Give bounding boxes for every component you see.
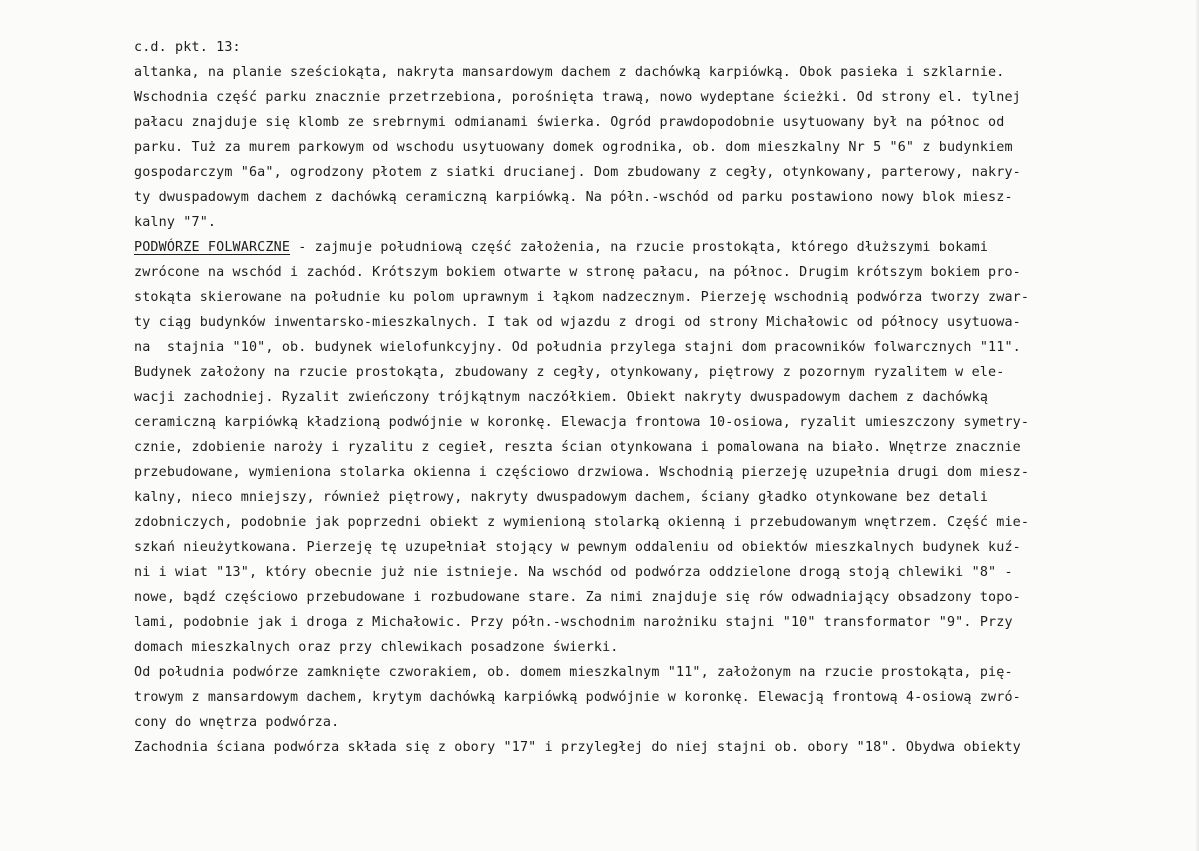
text-line-19: zdobniczych, podobnie jak poprzedni obiekt z wymienioną stolarką okienną i przebudowanym wnętrzem. Część mie- [134, 515, 1030, 530]
text-line-16: cznie, zdobienie naroży i ryzalitu z cegieł, reszta ścian otynkowana i pomalowana na biało. Wnętrze znacznie [134, 440, 1021, 455]
text-line-20: szkań nieużytkowana. Pierzeję tę uzupełniał stojący w pewnym oddaleniu od obiektów mieszkalnych budynek kuź- [134, 540, 1021, 555]
text-line-4: parku. Tuż za murem parkowym od wschodu usytuowany domek ogrodnika, ob. dom mieszkalny Nr 5 "6" z budynkiem [134, 140, 1013, 155]
text-line-17: przebudowane, wymieniona stolarka okienna i częściowo drzwiowa. Wschodnią pierzeję uzupełnia drugi dom miesz- [134, 465, 1030, 480]
text-line-12: na stajnia "10", ob. budynek wielofunkcyjny. Od południa przylega stajni dom pracowników folwarcznych "11". [134, 340, 1021, 355]
text-line-9: zwrócone na wschód i zachód. Krótszym bokiem otwarte w stronę pałacu, na północ. Drugim krótszym bokiem pro- [134, 265, 1021, 280]
text-line-15: ceramiczną karpiówką kładzioną podwójnie w koronkę. Elewacja frontowa 10-osiowa, ryzalit umieszczony symetry- [134, 415, 1030, 430]
text-line-14: wacji zachodniej. Ryzalit zwieńczony trójkątnym naczółkiem. Obiekt nakryty dwuspadowym dachem z dachówką [134, 390, 989, 405]
section-heading: PODWÓRZE FOLWARCZNE [134, 240, 291, 255]
text-line-1: altanka, na planie sześciokąta, nakryta mansardowym dachem z dachówką karpiówką. Obok pasieka i szklarnie. [134, 65, 1005, 80]
section-line-rest: - zajmuje południową część założenia, na rzucie prostokąta, którego dłuższymi bokami [290, 240, 989, 255]
page-edge-shadow [1195, 0, 1199, 851]
text-line-28: Zachodnia ściana podwórza składa się z obory "17" i przyległej do niej stajni ob. obory "18". Obydwa obiekty [134, 740, 1021, 755]
text-line-10: stokąta skierowane na południe ku polom uprawnym i łąkom nadzecznym. Pierzeję wschodnią podwórza tworzy zwar- [134, 290, 1030, 305]
text-line-3: pałacu znajduje się klomb ze srebrnymi odmianami świerka. Ogród prawdopodobnie usytuowany był na północ od [134, 115, 1005, 130]
continuation-heading: c.d. pkt. 13: [134, 40, 241, 55]
text-line-23: lami, podobnie jak i droga z Michałowic. Przy półn.-wschodnim narożniku stajni "10" transformator "9". Przy [134, 615, 1013, 630]
text-line-24: domach mieszkalnych oraz przy chlewikach posadzone świerki. [134, 640, 619, 655]
text-line-5: gospodarczym "6a", ogrodzony płotem z siatki drucianej. Dom zbudowany z cegły, otynkowany, parterowy, nakry- [134, 165, 1021, 180]
text-line-2: Wschodnia część parku znacznie przetrzebiona, porośnięta trawą, nowo wydeptane ścieżki. Od strony el. tylnej [134, 90, 1021, 105]
text-line-27: cony do wnętrza podwórza. [134, 715, 340, 730]
text-line-7: kalny "7". [134, 215, 217, 230]
text-line-26: trowym z mansardowym dachem, krytym dachówką karpiówką podwójnie w koronkę. Elewacją frontową 4-osiową zwró- [134, 690, 1021, 705]
text-line-22: nowe, bądź częściowo przebudowane i rozbudowane stare. Za nimi znajduje się rów odwadniający obsadzony topo- [134, 590, 1021, 605]
text-line-13: Budynek założony na rzucie prostokąta, zbudowany z cegły, otynkowany, piętrowy z pozornym ryzalitem w ele- [134, 365, 1005, 380]
section-line [134, 241, 988, 254]
text-line-11: ty ciąg budynków inwentarsko-mieszkalnych. I tak od wjazdu z drogi od strony Michałowic od północy usytuowa- [134, 315, 1021, 330]
text-line-21: ni i wiat "13", który obecnie już nie istnieje. Na wschód od podwórza oddzielone drogą stoją chlewiki "8" - [134, 565, 1013, 580]
text-line-25: Od południa podwórze zamknięte czworakiem, ob. domem mieszkalnym "11", założonym na rzucie prostokąta, pię- [134, 665, 1013, 680]
text-line-6: ty dwuspadowym dachem z dachówką ceramiczną karpiówką. Na półn.-wschód od parku postawiono nowy blok miesz- [134, 190, 1013, 205]
text-line-18: kalny, nieco mniejszy, również piętrowy, nakryty dwuspadowym dachem, ściany gładko otynkowane bez detali [134, 490, 989, 505]
